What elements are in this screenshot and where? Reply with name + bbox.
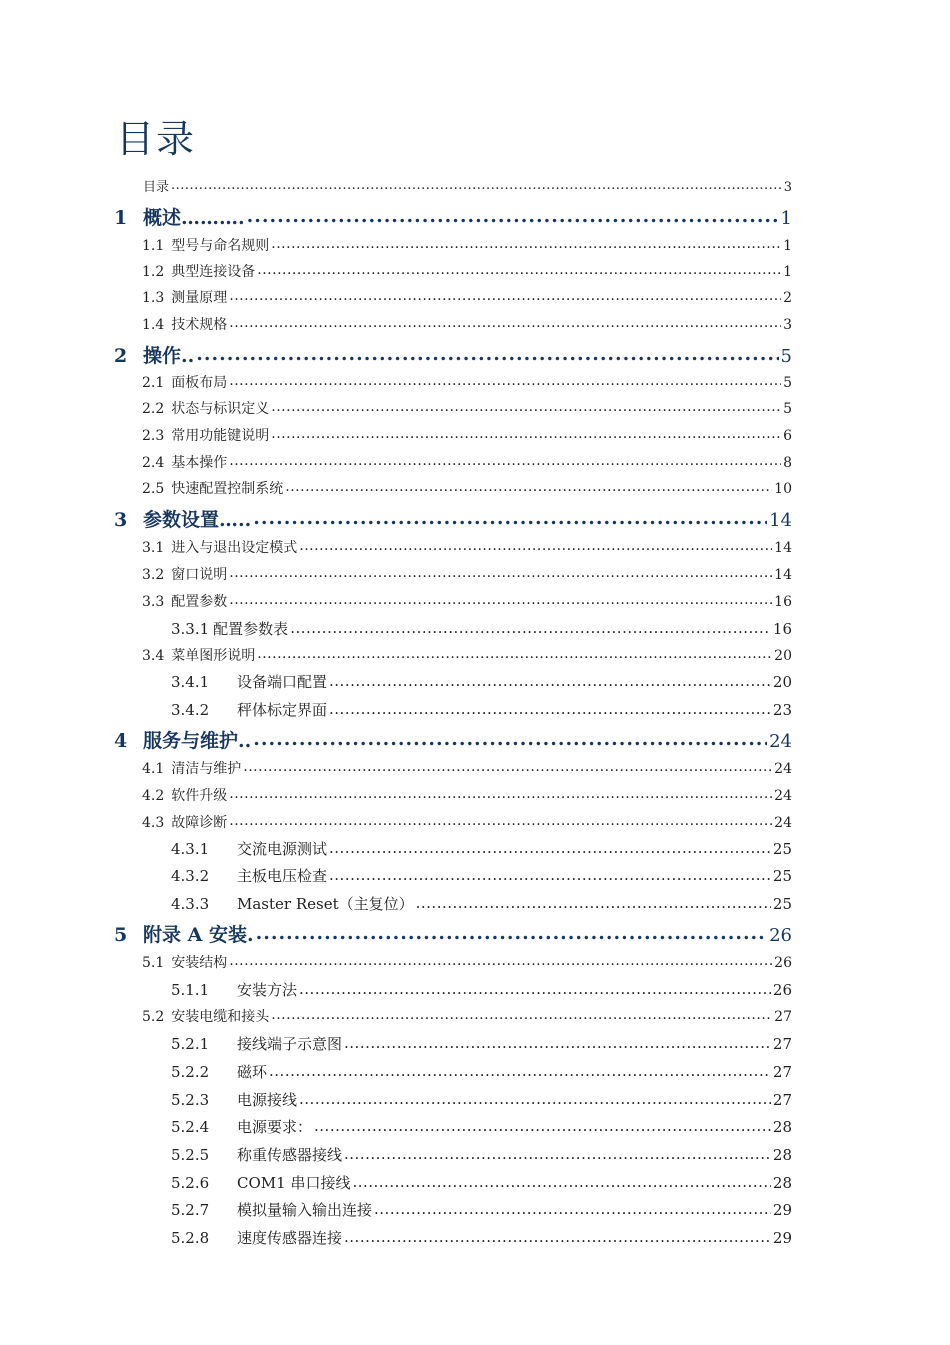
toc-entry-label: 基本操作 — [171, 455, 228, 471]
toc-entry-label: 典型连接设备 — [171, 264, 256, 280]
toc-entry-page-number: 27 — [772, 1035, 792, 1053]
toc-entry[interactable] — [142, 261, 792, 281]
toc-entry[interactable] — [171, 838, 792, 859]
toc-entry-number: 4.1 — [142, 761, 165, 777]
toc-entry-number: 3.3.1 — [171, 620, 210, 638]
toc-entry-page-number: 1 — [783, 264, 792, 280]
toc-entry[interactable] — [171, 893, 792, 914]
toc-entry-number: 2.1 — [142, 375, 165, 391]
toc-entry-number: 1 — [114, 207, 128, 229]
toc-entry-label: 面板布局 — [171, 375, 228, 391]
toc-entry-number: 4.2 — [142, 788, 165, 804]
toc-entry[interactable] — [142, 564, 792, 584]
toc-entry-page-number: 26 — [774, 955, 792, 971]
toc-entry-number: 2.2 — [142, 401, 165, 417]
dot-leader — [256, 922, 768, 941]
dot-leader — [271, 1007, 772, 1021]
dot-leader — [229, 315, 781, 329]
toc-entry[interactable] — [171, 1116, 792, 1137]
toc-entry-page-number: 14 — [769, 510, 792, 531]
toc-entry-number: 5.1 — [142, 955, 165, 971]
toc-entry-label: 速度传感器连接 — [237, 1229, 343, 1247]
toc-entry-page-number: 25 — [772, 867, 792, 885]
dot-leader — [374, 1200, 771, 1215]
dot-leader — [314, 1117, 771, 1132]
toc-entry-page-number: 28 — [772, 1146, 792, 1164]
dot-leader — [290, 619, 771, 634]
toc-entry-page-number: 8 — [783, 455, 792, 471]
dot-leader — [171, 178, 782, 191]
toc-entry-page-number: 26 — [769, 925, 792, 946]
toc-entry-number: 4.3.2 — [171, 867, 210, 885]
toc-entry[interactable] — [142, 235, 792, 255]
toc-entry[interactable] — [142, 425, 792, 445]
toc-entry-number: 5.2.4 — [171, 1118, 210, 1136]
toc-entry-number: 5.2.1 — [171, 1035, 210, 1053]
toc-entry-page-number: 24 — [774, 788, 792, 804]
toc-entry[interactable] — [171, 699, 792, 720]
toc-entry-number: 5.2.8 — [171, 1229, 210, 1247]
toc-entry-number: 3.4 — [142, 648, 165, 664]
toc-entry-page-number: 14 — [774, 567, 792, 583]
toc-entry-label: 安装结构 — [171, 955, 228, 971]
toc-entry[interactable] — [142, 952, 792, 972]
dot-leader — [229, 786, 772, 800]
dot-leader — [416, 894, 771, 909]
toc-title: 目录 — [116, 117, 197, 161]
toc-entry-page-number: 5 — [783, 375, 792, 391]
toc-entry-number: 5.2.2 — [171, 1063, 210, 1081]
toc-entry-label: 概述………. — [143, 207, 245, 229]
dot-leader — [329, 672, 771, 687]
toc-entry-label: 交流电源测试 — [237, 840, 328, 858]
dot-leader — [329, 866, 771, 881]
toc-entry-page-number: 5 — [780, 346, 792, 367]
toc-entry-number: 3.2 — [142, 567, 165, 583]
toc-entry[interactable] — [171, 1227, 792, 1248]
toc-entry-label: 参数设置….. — [143, 509, 252, 531]
toc-entry-label: 服务与维护.. — [143, 730, 252, 752]
toc-entry-page-number: 3 — [783, 180, 792, 195]
toc-entry-label: 附录 A 安装. — [143, 924, 254, 946]
dot-leader — [299, 980, 771, 995]
toc-entry[interactable] — [142, 785, 792, 805]
toc-entry-page-number: 6 — [783, 428, 792, 444]
dot-leader — [344, 1145, 771, 1160]
toc-entry-page-number: 29 — [772, 1229, 792, 1247]
toc-entry-label: 接线端子示意图 — [237, 1035, 343, 1053]
toc-entry-number: 4.3.1 — [171, 840, 210, 858]
dot-leader — [229, 373, 781, 387]
toc-entry-page-number: 2 — [783, 290, 792, 306]
toc-entry-label: 测量原理 — [171, 290, 228, 306]
dot-leader — [329, 700, 771, 715]
dot-leader — [257, 646, 772, 660]
dot-leader — [257, 262, 781, 276]
toc-entry-label: Master Reset（主复位） — [237, 895, 414, 913]
toc-entry-page-number: 28 — [772, 1118, 792, 1136]
toc-entry-number: 3.1 — [142, 540, 165, 556]
toc-entry[interactable] — [142, 591, 792, 611]
toc-entry[interactable] — [142, 314, 792, 334]
dot-leader — [253, 507, 767, 526]
toc-entry-page-number: 28 — [772, 1174, 792, 1192]
toc-entry[interactable] — [142, 478, 792, 498]
dot-leader — [229, 453, 781, 467]
toc-entry-page-number: 29 — [772, 1201, 792, 1219]
toc-entry[interactable] — [171, 1089, 792, 1110]
toc-entry-label: 电源接线 — [237, 1091, 298, 1109]
toc-entry-number: 5.2.5 — [171, 1146, 210, 1164]
toc-entry-page-number: 20 — [774, 648, 792, 664]
toc-entry-label: 常用功能键说明 — [171, 428, 270, 444]
toc-entry-page-number: 1 — [780, 208, 792, 229]
toc-entry-label: 配置参数 — [171, 594, 228, 610]
toc-entry-label: 清洁与维护 — [171, 761, 242, 777]
dot-leader — [271, 399, 781, 413]
toc-entry-label: 配置参数表 — [213, 620, 289, 638]
toc-entry-number: 1.2 — [142, 264, 165, 280]
toc-entry-number: 5.2.3 — [171, 1091, 210, 1109]
toc-entry-page-number: 25 — [772, 840, 792, 858]
dot-leader — [299, 1090, 771, 1105]
toc-entry-page-number: 16 — [772, 620, 792, 638]
toc-entry-page-number: 23 — [772, 701, 792, 719]
toc-entry-label: 菜单图形说明 — [171, 648, 256, 664]
toc-entry-label: 故障诊断 — [171, 815, 228, 831]
toc-entry-number: 2.3 — [142, 428, 165, 444]
toc-entry[interactable] — [171, 865, 792, 886]
toc-entry[interactable] — [171, 618, 792, 639]
toc-entry-number: 2 — [114, 345, 128, 367]
toc-entry-number: 5.2.7 — [171, 1201, 210, 1219]
toc-entry-label: 电源要求： — [237, 1118, 313, 1136]
toc-entry[interactable] — [171, 1199, 792, 1220]
toc-entry-number: 4.3 — [142, 815, 165, 831]
toc-entry[interactable] — [142, 645, 792, 665]
dot-leader — [299, 538, 772, 552]
toc-entry-label: 主板电压检查 — [237, 867, 328, 885]
toc-entry-label: 状态与标识定义 — [171, 401, 270, 417]
toc-entry[interactable] — [114, 920, 792, 947]
dot-leader — [229, 592, 772, 606]
toc-entry-number: 3.4.2 — [171, 701, 210, 719]
toc-entry-page-number: 14 — [774, 540, 792, 556]
toc-entry-page-number: 24 — [774, 761, 792, 777]
toc-entry-label: 磁环 — [237, 1063, 268, 1081]
toc-entry-label: 窗口说明 — [171, 567, 228, 583]
dot-leader — [247, 205, 779, 224]
dot-leader — [344, 1034, 771, 1049]
toc-entry-number: 3 — [114, 509, 128, 531]
toc-entry[interactable] — [114, 341, 792, 368]
toc-entry[interactable] — [171, 1172, 792, 1193]
dot-leader — [329, 839, 771, 854]
dot-leader — [271, 236, 781, 250]
toc-entry-page-number: 1 — [783, 238, 792, 254]
dot-leader — [229, 813, 772, 827]
toc-entry-number: 5.2 — [142, 1009, 165, 1025]
toc-entry-page-number: 20 — [772, 673, 792, 691]
toc-entry-page-number: 25 — [772, 895, 792, 913]
toc-entry-label: 秤体标定界面 — [237, 701, 328, 719]
toc-entry[interactable] — [142, 812, 792, 832]
toc-entry-page-number: 10 — [774, 481, 792, 497]
toc-entry[interactable] — [142, 398, 792, 418]
toc-entry-number: 4.3.3 — [171, 895, 210, 913]
toc-entry-label: 设备端口配置 — [237, 673, 328, 691]
toc-entry-page-number: 27 — [774, 1009, 792, 1025]
toc-entry[interactable] — [142, 452, 792, 472]
toc-entry-number: 3.4.1 — [171, 673, 210, 691]
toc-entry[interactable] — [114, 203, 792, 230]
toc-entry-page-number: 24 — [774, 815, 792, 831]
toc-entry-number: 4 — [114, 730, 128, 752]
toc-entry-label: 型号与命名规则 — [171, 238, 270, 254]
dot-leader — [229, 565, 772, 579]
toc-entry-page-number: 5 — [783, 401, 792, 417]
toc-entry[interactable] — [142, 287, 792, 307]
toc-entry-page-number: 27 — [772, 1091, 792, 1109]
toc-entry[interactable] — [142, 758, 792, 778]
toc-entry[interactable] — [142, 537, 792, 557]
toc-entry[interactable] — [171, 979, 792, 1000]
toc-entry-number: 5.2.6 — [171, 1174, 210, 1192]
toc-entry[interactable] — [171, 1144, 792, 1165]
toc-entry-label: 技术规格 — [171, 317, 228, 333]
toc-entry-page-number: 3 — [783, 317, 792, 333]
toc-entry[interactable] — [171, 671, 792, 692]
toc-entry-label: 软件升级 — [171, 788, 228, 804]
dot-leader — [253, 728, 767, 747]
toc-entry[interactable] — [171, 1033, 792, 1054]
toc-entry[interactable] — [171, 1061, 792, 1082]
toc-entry-page-number: 24 — [769, 731, 792, 752]
toc-entry-page-number: 16 — [774, 594, 792, 610]
toc-entry-label: 安装电缆和接头 — [171, 1009, 270, 1025]
toc-entry-label: 目录 — [143, 180, 170, 195]
dot-leader — [243, 759, 772, 773]
toc-entry-number: 5 — [114, 924, 128, 946]
toc-entry-label: 进入与退出设定模式 — [171, 540, 298, 556]
dot-leader — [352, 1173, 770, 1188]
toc-entry-label: 模拟量输入输出连接 — [237, 1201, 373, 1219]
toc-entry[interactable] — [143, 176, 792, 195]
toc-entry-label: 快速配置控制系统 — [171, 481, 284, 497]
dot-leader — [285, 479, 772, 493]
dot-leader — [271, 426, 781, 440]
dot-leader — [229, 953, 772, 967]
toc-entry-number: 2.5 — [142, 481, 165, 497]
toc-entry[interactable] — [114, 726, 792, 753]
toc-entry[interactable] — [142, 372, 792, 392]
toc-entry-number: 1.1 — [142, 238, 165, 254]
dot-leader — [344, 1228, 771, 1243]
dot-leader — [269, 1062, 771, 1077]
toc-entry[interactable] — [114, 505, 792, 532]
toc-entry-number: 5.1.1 — [171, 981, 210, 999]
toc-entry-label: 称重传感器接线 — [237, 1146, 343, 1164]
toc-entry-page-number: 27 — [772, 1063, 792, 1081]
toc-entry-number: 3.3 — [142, 594, 165, 610]
toc-entry-page-number: 26 — [772, 981, 792, 999]
toc-entry-number: 2.4 — [142, 455, 165, 471]
toc-entry-label: 操作.. — [143, 345, 195, 367]
toc-entry[interactable] — [142, 1006, 792, 1026]
dot-leader — [196, 343, 778, 362]
toc-entry-label: 安装方法 — [237, 981, 298, 999]
toc-entry-number: 1.3 — [142, 290, 165, 306]
toc-entry-number: 1.4 — [142, 317, 165, 333]
toc-entry-label: COM1 串口接线 — [237, 1174, 351, 1192]
dot-leader — [229, 288, 781, 302]
